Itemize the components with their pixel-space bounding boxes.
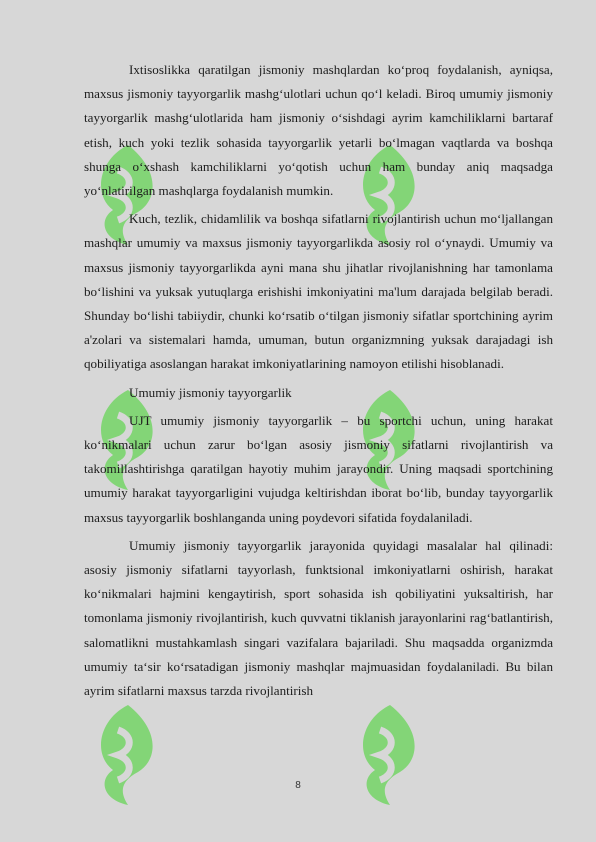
watermark-logo-icon	[350, 700, 430, 810]
paragraph: Umumiy jismoniy tayyorgarlik jarayonida quyidagi masalalar hal qilinadi: asosiy jismoniy sifatlarni tayyorlash, funktsional imkoniyatlarni oshirish, harakat ko‘nikmalari hajmini kengaytirish, sport sohasida ish qobiliyatini yuksaltirish, har tomonlama jismoniy rivojlantirish, kuch quvvatni tiklanish jarayonlarini rag‘batlantirish, salomatlikni mustahkamlash singari vazifalara bajariladi. Shu maqsadda organizmda umumiy ta‘sir ko‘rsatadigan jismoniy mashqlar majmuasidan foydalaniladi. Bu bilan ayrim sifatlarni maxsus tarzda rivojlantirish	[84, 537, 553, 699]
paragraph: Ixtisoslikka qaratilgan jismoniy mashqlardan ko‘proq foydalanish, ayniqsa, maxsus jismoniy tayyorgarlik mashg‘ulotlari uchun qo‘l keladi. Biroq umumiy jismoniy tayyorgarlik mashg‘ulotlarida ham jismoniy o‘sishdagi ayrim kamchiliklarni bartaraf etish, kuch yoki tezlik sohasida tayyorgarlik yetarli bo‘lmagan vaqtlarda va boshqa shunga o‘xshash kamchiliklarni yo‘qotish uchun ham bunday aniq maqsadga yo‘nlatirilgan mashqlarga foydalanish mumkin.	[84, 62, 553, 199]
document-body	[84, 58, 553, 707]
paragraph: Kuch, tezlik, chidamlilik va boshqa sifatlarni rivojlantirish uchun mo‘ljallangan mashqlar umumiy va maxsus jismoniy tayyorgarlikda asosiy rol o‘ynaydi. Umumiy va maxsus jismoniy tayyorgarlikda ayni mana shu jihatlar rivojlanishning har tamonlama bo‘lishini va yuksak yutuqlarga erishishi imkoniyatini ma'lum darajada belgilab beradi. Shunday bo‘lishi tabiiydir, chunki ko‘rsatib o‘tilgan jismoniy sifatlar sportchining ayrim a'zolari va sistemalari hamda, umuman, butun organizmning yuksak darajadagi ish qobiliyatiga asoslangan harakat imkoniyatlarining namoyon etilishi hisoblanadi.	[84, 211, 553, 372]
watermark-logo-icon	[88, 700, 168, 810]
page-number: 8	[295, 780, 301, 791]
section-heading: Umumiy jismoniy tayyorgarlik	[129, 384, 292, 400]
paragraph: UJT umumiy jismoniy tayyorgarlik – bu sportchi uchun, uning harakat ko‘nikmalari uchun zarur bo‘lgan asosiy jismoniy sifatlarni rivojlantirish va takomillashtirishga qaratilgan hayotiy muhim jarayondir. Uning maqsadi sportchining umumiy harakat tayyorgarligini vujudga keltirishdan iborat bo‘lib, bunday tayyorgarlik maxsus tayyorgarlik boshlanganda uning poydevori sifatida foydalaniladi.	[84, 412, 553, 525]
